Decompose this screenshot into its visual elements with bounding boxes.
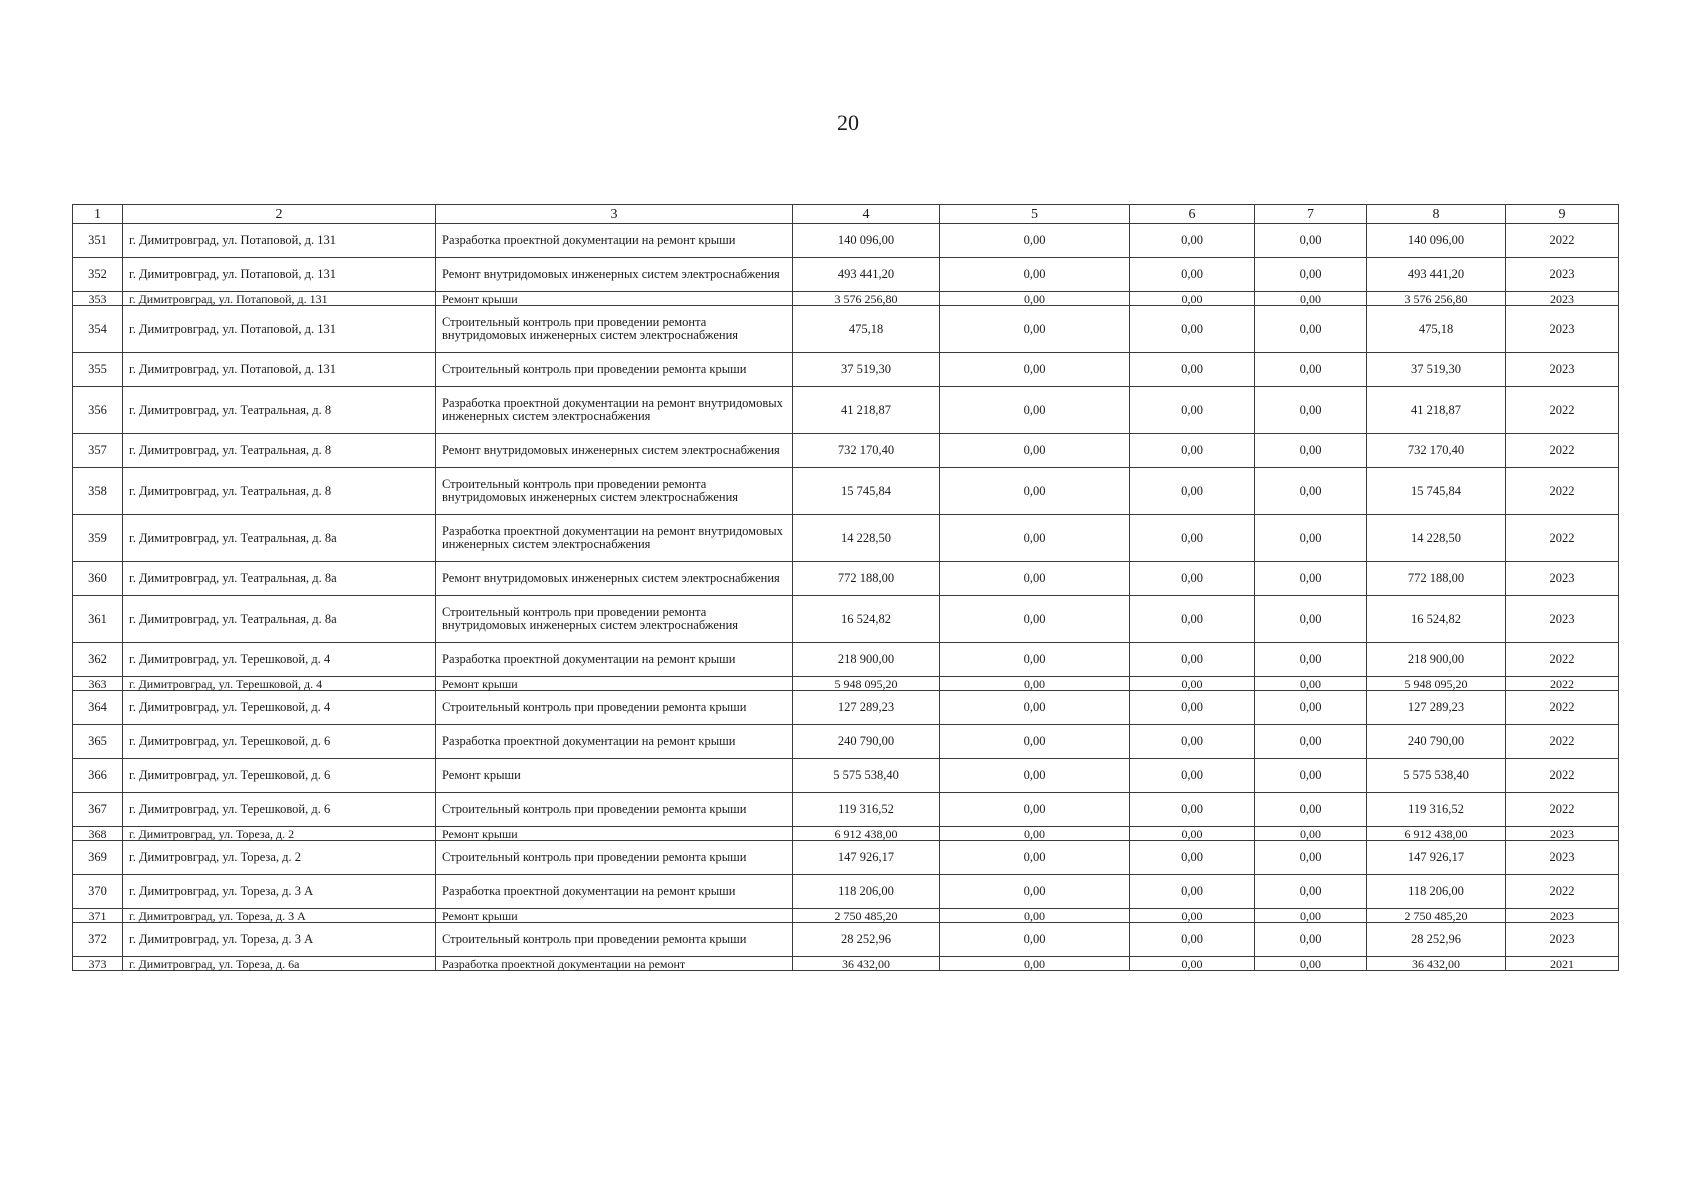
funds-col7-cell: 0,00 <box>1255 923 1367 957</box>
total-cost-cell: 37 519,30 <box>793 353 940 387</box>
total-cost-cell: 127 289,23 <box>793 691 940 725</box>
funds-col6-cell: 0,00 <box>1130 224 1255 258</box>
funds-col8-cell: 147 926,17 <box>1367 841 1506 875</box>
year-cell: 2022 <box>1506 793 1619 827</box>
table-row <box>73 353 1619 387</box>
year-cell: 2023 <box>1506 923 1619 957</box>
funds-col5-cell: 0,00 <box>940 909 1130 923</box>
work-type-cell: Разработка проектной документации на ремонт внутридомовых инженерных систем электроснабжения <box>436 515 793 562</box>
funds-col7-cell: 0,00 <box>1255 353 1367 387</box>
year-cell: 2023 <box>1506 827 1619 841</box>
table-row <box>73 677 1619 691</box>
table-row <box>73 468 1619 515</box>
funds-col7-cell: 0,00 <box>1255 306 1367 353</box>
total-cost-cell: 6 912 438,00 <box>793 827 940 841</box>
funds-col8-cell: 36 432,00 <box>1367 957 1506 971</box>
funds-col8-cell: 475,18 <box>1367 306 1506 353</box>
year-cell: 2022 <box>1506 677 1619 691</box>
work-type-cell: Ремонт крыши <box>436 292 793 306</box>
funds-col6-cell: 0,00 <box>1130 643 1255 677</box>
total-cost-cell: 475,18 <box>793 306 940 353</box>
funds-col8-cell: 140 096,00 <box>1367 224 1506 258</box>
page-number: 20 <box>837 110 859 135</box>
funds-col5-cell: 0,00 <box>940 562 1130 596</box>
funds-col7-cell: 0,00 <box>1255 677 1367 691</box>
work-type-cell: Строительный контроль при проведении ремонта крыши <box>436 353 793 387</box>
column-header: 9 <box>1506 205 1619 224</box>
repair-schedule-table <box>72 204 1619 971</box>
row-number: 352 <box>73 258 123 292</box>
table-row <box>73 725 1619 759</box>
total-cost-cell: 5 575 538,40 <box>793 759 940 793</box>
total-cost-cell: 772 188,00 <box>793 562 940 596</box>
funds-col8-cell: 240 790,00 <box>1367 725 1506 759</box>
funds-col7-cell: 0,00 <box>1255 691 1367 725</box>
table-row <box>73 224 1619 258</box>
table-row <box>73 957 1619 971</box>
work-type-cell: Строительный контроль при проведении ремонта крыши <box>436 841 793 875</box>
row-number: 369 <box>73 841 123 875</box>
funds-col5-cell: 0,00 <box>940 306 1130 353</box>
table-row <box>73 841 1619 875</box>
work-type-cell: Ремонт крыши <box>436 827 793 841</box>
table-row <box>73 387 1619 434</box>
address-cell: г. Димитровград, ул. Театральная, д. 8 <box>123 387 436 434</box>
column-number-row <box>73 205 1619 224</box>
year-cell: 2022 <box>1506 875 1619 909</box>
work-type-cell: Строительный контроль при проведении ремонта крыши <box>436 923 793 957</box>
work-type-cell: Ремонт внутридомовых инженерных систем электроснабжения <box>436 562 793 596</box>
address-cell: г. Димитровград, ул. Тореза, д. 2 <box>123 827 436 841</box>
table-row <box>73 875 1619 909</box>
total-cost-cell: 14 228,50 <box>793 515 940 562</box>
funds-col8-cell: 14 228,50 <box>1367 515 1506 562</box>
row-number: 372 <box>73 923 123 957</box>
row-number: 370 <box>73 875 123 909</box>
total-cost-cell: 16 524,82 <box>793 596 940 643</box>
funds-col7-cell: 0,00 <box>1255 759 1367 793</box>
year-cell: 2022 <box>1506 759 1619 793</box>
funds-col6-cell: 0,00 <box>1130 434 1255 468</box>
address-cell: г. Димитровград, ул. Потаповой, д. 131 <box>123 353 436 387</box>
funds-col7-cell: 0,00 <box>1255 434 1367 468</box>
year-cell: 2022 <box>1506 434 1619 468</box>
address-cell: г. Димитровград, ул. Тореза, д. 3 А <box>123 909 436 923</box>
funds-col6-cell: 0,00 <box>1130 306 1255 353</box>
funds-col8-cell: 772 188,00 <box>1367 562 1506 596</box>
row-number: 354 <box>73 306 123 353</box>
work-type-cell: Разработка проектной документации на ремонт <box>436 957 793 971</box>
funds-col6-cell: 0,00 <box>1130 468 1255 515</box>
funds-col8-cell: 732 170,40 <box>1367 434 1506 468</box>
funds-col6-cell: 0,00 <box>1130 909 1255 923</box>
funds-col7-cell: 0,00 <box>1255 725 1367 759</box>
table-row <box>73 562 1619 596</box>
work-type-cell: Разработка проектной документации на ремонт крыши <box>436 875 793 909</box>
address-cell: г. Димитровград, ул. Потаповой, д. 131 <box>123 306 436 353</box>
table-body <box>73 224 1619 971</box>
table-row <box>73 258 1619 292</box>
funds-col5-cell: 0,00 <box>940 643 1130 677</box>
work-type-cell: Разработка проектной документации на ремонт внутридомовых инженерных систем электроснабжения <box>436 387 793 434</box>
funds-col5-cell: 0,00 <box>940 793 1130 827</box>
address-cell: г. Димитровград, ул. Терешковой, д. 4 <box>123 643 436 677</box>
year-cell: 2023 <box>1506 841 1619 875</box>
funds-col5-cell: 0,00 <box>940 841 1130 875</box>
total-cost-cell: 118 206,00 <box>793 875 940 909</box>
total-cost-cell: 28 252,96 <box>793 923 940 957</box>
address-cell: г. Димитровград, ул. Тореза, д. 6а <box>123 957 436 971</box>
funds-col8-cell: 118 206,00 <box>1367 875 1506 909</box>
total-cost-cell: 147 926,17 <box>793 841 940 875</box>
row-number: 358 <box>73 468 123 515</box>
total-cost-cell: 41 218,87 <box>793 387 940 434</box>
row-number: 351 <box>73 224 123 258</box>
funds-col8-cell: 6 912 438,00 <box>1367 827 1506 841</box>
address-cell: г. Димитровград, ул. Терешковой, д. 6 <box>123 759 436 793</box>
funds-col7-cell: 0,00 <box>1255 387 1367 434</box>
funds-col6-cell: 0,00 <box>1130 691 1255 725</box>
row-number: 363 <box>73 677 123 691</box>
year-cell: 2022 <box>1506 224 1619 258</box>
total-cost-cell: 3 576 256,80 <box>793 292 940 306</box>
year-cell: 2023 <box>1506 306 1619 353</box>
funds-col6-cell: 0,00 <box>1130 957 1255 971</box>
year-cell: 2022 <box>1506 515 1619 562</box>
table-row <box>73 793 1619 827</box>
work-type-cell: Ремонт крыши <box>436 759 793 793</box>
funds-col6-cell: 0,00 <box>1130 353 1255 387</box>
total-cost-cell: 119 316,52 <box>793 793 940 827</box>
year-cell: 2022 <box>1506 468 1619 515</box>
funds-col8-cell: 15 745,84 <box>1367 468 1506 515</box>
column-header: 8 <box>1367 205 1506 224</box>
funds-col5-cell: 0,00 <box>940 515 1130 562</box>
funds-col7-cell: 0,00 <box>1255 292 1367 306</box>
funds-col5-cell: 0,00 <box>940 759 1130 793</box>
column-header: 7 <box>1255 205 1367 224</box>
year-cell: 2021 <box>1506 957 1619 971</box>
address-cell: г. Димитровград, ул. Терешковой, д. 4 <box>123 677 436 691</box>
funds-col6-cell: 0,00 <box>1130 793 1255 827</box>
funds-col5-cell: 0,00 <box>940 923 1130 957</box>
funds-col7-cell: 0,00 <box>1255 224 1367 258</box>
year-cell: 2022 <box>1506 725 1619 759</box>
row-number: 361 <box>73 596 123 643</box>
funds-col5-cell: 0,00 <box>940 292 1130 306</box>
address-cell: г. Димитровград, ул. Тореза, д. 3 А <box>123 923 436 957</box>
funds-col6-cell: 0,00 <box>1130 759 1255 793</box>
table-row <box>73 759 1619 793</box>
row-number: 367 <box>73 793 123 827</box>
funds-col5-cell: 0,00 <box>940 468 1130 515</box>
funds-col5-cell: 0,00 <box>940 387 1130 434</box>
funds-col8-cell: 41 218,87 <box>1367 387 1506 434</box>
row-number: 355 <box>73 353 123 387</box>
funds-col7-cell: 0,00 <box>1255 875 1367 909</box>
funds-col7-cell: 0,00 <box>1255 841 1367 875</box>
funds-col6-cell: 0,00 <box>1130 258 1255 292</box>
funds-col8-cell: 5 575 538,40 <box>1367 759 1506 793</box>
funds-col8-cell: 5 948 095,20 <box>1367 677 1506 691</box>
total-cost-cell: 140 096,00 <box>793 224 940 258</box>
work-type-cell: Разработка проектной документации на ремонт крыши <box>436 725 793 759</box>
work-type-cell: Ремонт крыши <box>436 909 793 923</box>
funds-col6-cell: 0,00 <box>1130 875 1255 909</box>
funds-col7-cell: 0,00 <box>1255 515 1367 562</box>
row-number: 365 <box>73 725 123 759</box>
total-cost-cell: 240 790,00 <box>793 725 940 759</box>
table-row <box>73 515 1619 562</box>
address-cell: г. Димитровград, ул. Тореза, д. 2 <box>123 841 436 875</box>
funds-col7-cell: 0,00 <box>1255 909 1367 923</box>
funds-col6-cell: 0,00 <box>1130 596 1255 643</box>
year-cell: 2023 <box>1506 909 1619 923</box>
work-type-cell: Строительный контроль при проведении ремонта крыши <box>436 691 793 725</box>
funds-col5-cell: 0,00 <box>940 258 1130 292</box>
funds-col8-cell: 119 316,52 <box>1367 793 1506 827</box>
row-number: 359 <box>73 515 123 562</box>
funds-col5-cell: 0,00 <box>940 957 1130 971</box>
row-number: 364 <box>73 691 123 725</box>
funds-col5-cell: 0,00 <box>940 596 1130 643</box>
table-row <box>73 909 1619 923</box>
funds-col6-cell: 0,00 <box>1130 677 1255 691</box>
work-type-cell: Строительный контроль при проведении ремонта крыши <box>436 793 793 827</box>
work-type-cell: Строительный контроль при проведении ремонта внутридомовых инженерных систем электроснабжения <box>436 306 793 353</box>
year-cell: 2022 <box>1506 691 1619 725</box>
address-cell: г. Димитровград, ул. Театральная, д. 8а <box>123 515 436 562</box>
address-cell: г. Димитровград, ул. Театральная, д. 8а <box>123 596 436 643</box>
address-cell: г. Димитровград, ул. Театральная, д. 8 <box>123 468 436 515</box>
table-row <box>73 827 1619 841</box>
funds-col7-cell: 0,00 <box>1255 793 1367 827</box>
funds-col7-cell: 0,00 <box>1255 643 1367 677</box>
funds-col5-cell: 0,00 <box>940 875 1130 909</box>
column-header: 2 <box>123 205 436 224</box>
funds-col5-cell: 0,00 <box>940 353 1130 387</box>
total-cost-cell: 218 900,00 <box>793 643 940 677</box>
table-row <box>73 434 1619 468</box>
year-cell: 2023 <box>1506 596 1619 643</box>
funds-col6-cell: 0,00 <box>1130 292 1255 306</box>
work-type-cell: Ремонт внутридомовых инженерных систем электроснабжения <box>436 434 793 468</box>
address-cell: г. Димитровград, ул. Терешковой, д. 6 <box>123 725 436 759</box>
funds-col5-cell: 0,00 <box>940 434 1130 468</box>
total-cost-cell: 493 441,20 <box>793 258 940 292</box>
work-type-cell: Разработка проектной документации на ремонт крыши <box>436 643 793 677</box>
address-cell: г. Димитровград, ул. Потаповой, д. 131 <box>123 258 436 292</box>
funds-col6-cell: 0,00 <box>1130 515 1255 562</box>
funds-col8-cell: 2 750 485,20 <box>1367 909 1506 923</box>
total-cost-cell: 15 745,84 <box>793 468 940 515</box>
work-type-cell: Ремонт крыши <box>436 677 793 691</box>
work-type-cell: Ремонт внутридомовых инженерных систем электроснабжения <box>436 258 793 292</box>
total-cost-cell: 36 432,00 <box>793 957 940 971</box>
funds-col7-cell: 0,00 <box>1255 562 1367 596</box>
address-cell: г. Димитровград, ул. Терешковой, д. 6 <box>123 793 436 827</box>
year-cell: 2022 <box>1506 643 1619 677</box>
funds-col6-cell: 0,00 <box>1130 923 1255 957</box>
year-cell: 2022 <box>1506 387 1619 434</box>
funds-col5-cell: 0,00 <box>940 725 1130 759</box>
table-row <box>73 691 1619 725</box>
address-cell: г. Димитровград, ул. Театральная, д. 8а <box>123 562 436 596</box>
row-number: 366 <box>73 759 123 793</box>
funds-col8-cell: 3 576 256,80 <box>1367 292 1506 306</box>
row-number: 356 <box>73 387 123 434</box>
row-number: 371 <box>73 909 123 923</box>
year-cell: 2023 <box>1506 562 1619 596</box>
row-number: 357 <box>73 434 123 468</box>
funds-col6-cell: 0,00 <box>1130 387 1255 434</box>
funds-col8-cell: 218 900,00 <box>1367 643 1506 677</box>
year-cell: 2023 <box>1506 258 1619 292</box>
funds-col8-cell: 28 252,96 <box>1367 923 1506 957</box>
funds-col7-cell: 0,00 <box>1255 827 1367 841</box>
funds-col5-cell: 0,00 <box>940 691 1130 725</box>
year-cell: 2023 <box>1506 353 1619 387</box>
funds-col8-cell: 37 519,30 <box>1367 353 1506 387</box>
column-header: 3 <box>436 205 793 224</box>
funds-col7-cell: 0,00 <box>1255 258 1367 292</box>
funds-col8-cell: 16 524,82 <box>1367 596 1506 643</box>
funds-col7-cell: 0,00 <box>1255 596 1367 643</box>
funds-col7-cell: 0,00 <box>1255 957 1367 971</box>
table-row <box>73 643 1619 677</box>
row-number: 362 <box>73 643 123 677</box>
table-row <box>73 292 1619 306</box>
funds-col6-cell: 0,00 <box>1130 725 1255 759</box>
funds-col5-cell: 0,00 <box>940 677 1130 691</box>
funds-col5-cell: 0,00 <box>940 827 1130 841</box>
funds-col6-cell: 0,00 <box>1130 827 1255 841</box>
funds-col8-cell: 493 441,20 <box>1367 258 1506 292</box>
column-header: 1 <box>73 205 123 224</box>
address-cell: г. Димитровград, ул. Тореза, д. 3 А <box>123 875 436 909</box>
table-row <box>73 306 1619 353</box>
total-cost-cell: 732 170,40 <box>793 434 940 468</box>
total-cost-cell: 5 948 095,20 <box>793 677 940 691</box>
table-row <box>73 596 1619 643</box>
work-type-cell: Строительный контроль при проведении ремонта внутридомовых инженерных систем электроснабжения <box>436 596 793 643</box>
row-number: 368 <box>73 827 123 841</box>
work-type-cell: Строительный контроль при проведении ремонта внутридомовых инженерных систем электроснабжения <box>436 468 793 515</box>
column-header: 6 <box>1130 205 1255 224</box>
year-cell: 2023 <box>1506 292 1619 306</box>
funds-col7-cell: 0,00 <box>1255 468 1367 515</box>
row-number: 373 <box>73 957 123 971</box>
funds-col5-cell: 0,00 <box>940 224 1130 258</box>
work-type-cell: Разработка проектной документации на ремонт крыши <box>436 224 793 258</box>
row-number: 360 <box>73 562 123 596</box>
address-cell: г. Димитровград, ул. Потаповой, д. 131 <box>123 292 436 306</box>
column-header: 5 <box>940 205 1130 224</box>
row-number: 353 <box>73 292 123 306</box>
table-row <box>73 923 1619 957</box>
funds-col6-cell: 0,00 <box>1130 841 1255 875</box>
address-cell: г. Димитровград, ул. Терешковой, д. 4 <box>123 691 436 725</box>
address-cell: г. Димитровград, ул. Театральная, д. 8 <box>123 434 436 468</box>
address-cell: г. Димитровград, ул. Потаповой, д. 131 <box>123 224 436 258</box>
funds-col6-cell: 0,00 <box>1130 562 1255 596</box>
column-header: 4 <box>793 205 940 224</box>
funds-col8-cell: 127 289,23 <box>1367 691 1506 725</box>
total-cost-cell: 2 750 485,20 <box>793 909 940 923</box>
